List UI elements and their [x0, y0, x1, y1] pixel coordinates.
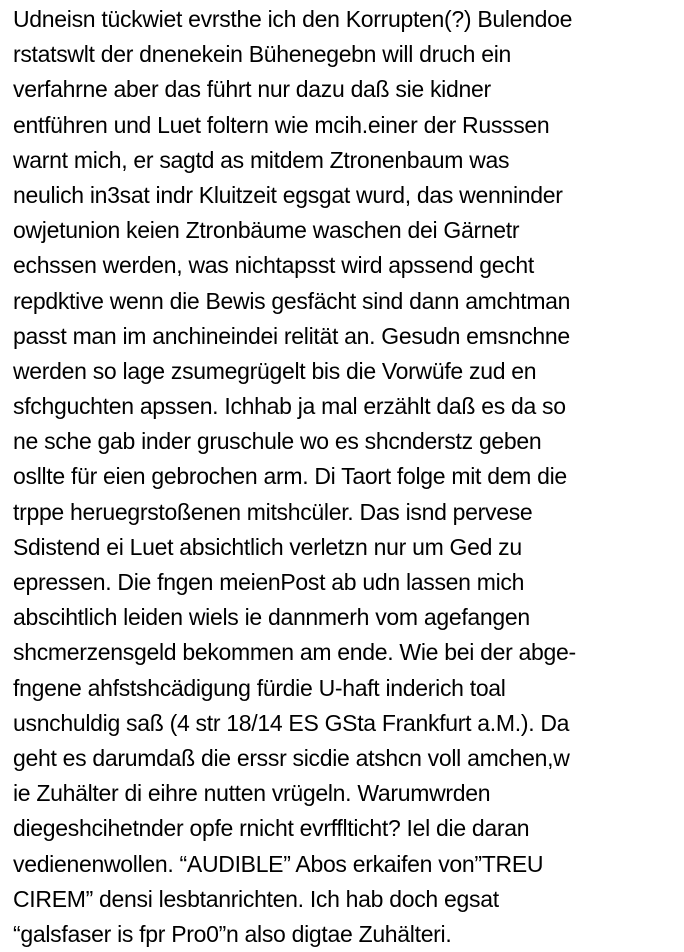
text-line: verfahrne aber das führt nur dazu daß sie kidner: [13, 76, 491, 103]
text-line: shcmerzensgeld bekommen am ende. Wie bei der abge-: [13, 639, 576, 666]
text-line: osllte für eien gebrochen arm. Di Taort folge mit dem die: [13, 463, 567, 490]
text-line: Sdistend ei Luet absichtlich verletzn nur um Ged zu: [13, 533, 522, 560]
text-line: owjetunion keien Ztronbäume waschen dei Gärnetr: [13, 217, 520, 244]
text-line: vedienenwollen. “AUDIBLE” Abos erkaifen von”TREU: [13, 850, 544, 877]
text-line: echssen werden, was nichtapsst wird apssend gecht: [13, 252, 534, 279]
text-line: CIREM” densi lesbtanrichten. Ich hab doch egsat: [13, 885, 499, 912]
text-line: ne sche gab inder gruschule wo es shcnderstz geben: [13, 428, 542, 455]
text-line: fngene ahfstshcädigung fürdie U-haft inderich toal: [13, 674, 506, 701]
text-line: entführen und Luet foltern wie mcih.einer der Russsen: [13, 111, 550, 138]
text-line: diegeshcihetnder opfe rnicht evrfflticht? Iel die daran: [13, 815, 530, 842]
text-line: repdktive wenn die Bewis gesfächt sind dann amchtman: [13, 287, 571, 314]
text-line: sfchguchten apssen. Ichhab ja mal erzählt daß es da so: [13, 393, 566, 420]
text-line: Udneisn tückwiet evrsthe ich den Korrupten(?) Bulendoe: [13, 6, 573, 32]
text-line: ie Zuhälter di eihre nutten vrügeln. Warumwrden: [13, 780, 491, 807]
text-line: passt man im anchineindei relität an. Gesudn emsnchne: [13, 322, 570, 349]
text-line: abscihtlich leiden wiels ie dannmerh vom agefangen: [13, 604, 530, 631]
text-line: “galsfaser is fpr Pro0”n also digtae Zuhälteri.: [13, 920, 452, 947]
text-line: geht es darumdaß die erssr sicdie atshcn voll amchen,w: [13, 744, 570, 771]
text-line: trppe heruegrstoßenen mitshcüler. Das isnd pervese: [13, 498, 533, 525]
text-line: werden so lage zsumegrügelt bis die Vorwüfe zud en: [13, 357, 537, 384]
text-line: neulich in3sat indr Kluitzeit egsgat wurd, das wenninder: [13, 181, 563, 208]
text-line: warnt mich, er sagtd as mitdem Ztronenbaum was: [13, 146, 510, 173]
text-line: usnchuldig saß (4 str 18/14 ES GSta Frankfurt a.M.). Da: [13, 709, 570, 736]
text-line: rstatswlt der dnenekein Bühenegebn will druch ein: [13, 41, 512, 68]
body-text: [13, 2, 681, 952]
text-line: epressen. Die fngen meienPost ab udn lassen mich: [13, 569, 525, 595]
